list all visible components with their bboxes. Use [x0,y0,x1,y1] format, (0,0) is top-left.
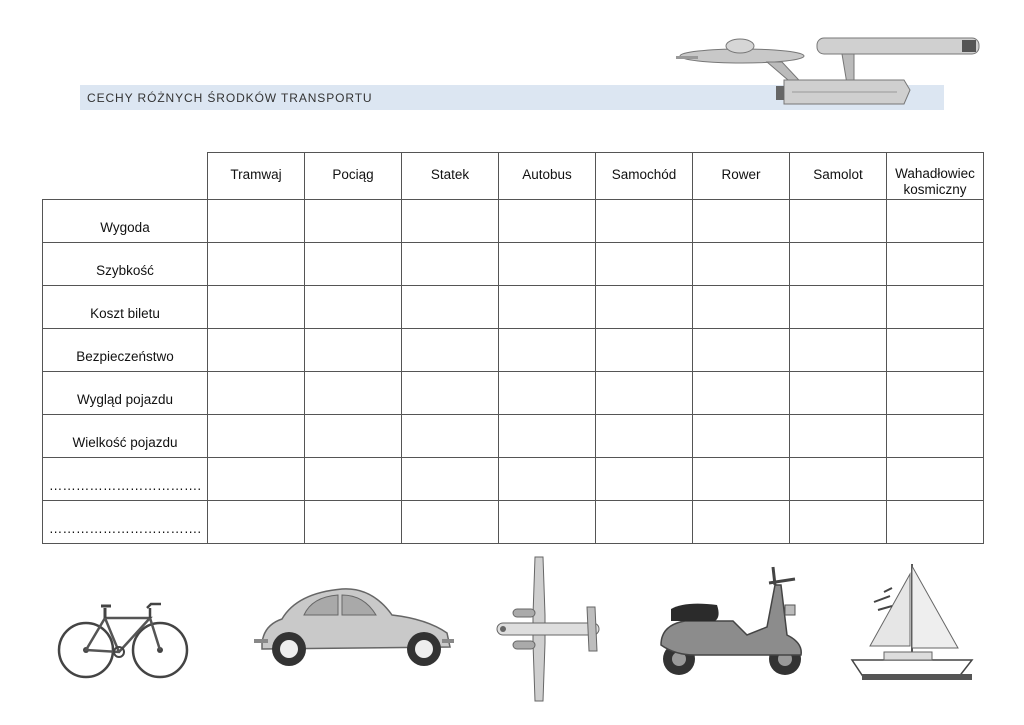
table-cell[interactable] [402,501,499,544]
table-cell[interactable] [790,200,887,243]
table-cell[interactable] [790,458,887,501]
row-label: Wygląd pojazdu [43,372,208,415]
table-cell[interactable] [596,243,693,286]
table-cell[interactable] [693,415,790,458]
table-row [43,329,984,372]
table-cell[interactable] [305,415,402,458]
table-cell[interactable] [402,200,499,243]
row-label: Bezpieczeństwo [43,329,208,372]
spaceship-illustration [672,34,984,114]
table-cell[interactable] [693,372,790,415]
table-cell[interactable] [402,329,499,372]
column-header: Tramwaj [208,153,305,200]
table-cell[interactable] [693,243,790,286]
table-cell[interactable] [402,372,499,415]
table-cell[interactable] [596,372,693,415]
table-cell[interactable] [790,372,887,415]
table-cell[interactable] [693,200,790,243]
bicycle-illustration [55,598,191,680]
table-cell[interactable] [305,372,402,415]
table-cell[interactable] [305,200,402,243]
table-cell[interactable] [305,458,402,501]
table-cell[interactable] [887,415,984,458]
column-header: Samochód [596,153,693,200]
table-cell[interactable] [790,501,887,544]
column-header: Autobus [499,153,596,200]
table-row [43,200,984,243]
table-cell[interactable] [208,501,305,544]
column-header: Rower [693,153,790,200]
row-label: Wygoda [43,200,208,243]
table-cell[interactable] [499,372,596,415]
table-cell[interactable] [208,243,305,286]
table-cell[interactable] [887,200,984,243]
table-cell[interactable] [499,200,596,243]
table-cell[interactable] [693,501,790,544]
table-cell[interactable] [499,243,596,286]
table-cell[interactable] [693,458,790,501]
row-label: Koszt biletu [43,286,208,329]
table-cell[interactable] [499,501,596,544]
column-header: Pociąg [305,153,402,200]
table-row [43,372,984,415]
row-label: Wielkość pojazdu [43,415,208,458]
car-illustration [252,585,457,670]
table-cell[interactable] [499,415,596,458]
table-row [43,501,984,544]
table-cell[interactable] [499,286,596,329]
table-cell[interactable] [790,329,887,372]
table-cell[interactable] [402,286,499,329]
table-cell[interactable] [208,458,305,501]
table-cell[interactable] [305,329,402,372]
table-cell[interactable] [887,501,984,544]
table-cell[interactable] [693,329,790,372]
table-cell[interactable] [208,372,305,415]
column-header: Wahadłowiec kosmiczny [887,153,984,200]
table-cell[interactable] [790,286,887,329]
table-row [43,286,984,329]
row-label-blank[interactable]: ……………………………. [43,501,208,544]
table-row [43,458,984,501]
table-cell[interactable] [887,372,984,415]
table-cell[interactable] [305,243,402,286]
table-cell[interactable] [596,286,693,329]
header-row [43,153,984,200]
table-cell[interactable] [887,243,984,286]
table-cell[interactable] [596,329,693,372]
table-cell[interactable] [887,286,984,329]
table-cell[interactable] [887,458,984,501]
table-cell[interactable] [499,458,596,501]
table-row [43,415,984,458]
column-header: Statek [402,153,499,200]
table-cell[interactable] [596,200,693,243]
table-cell[interactable] [790,415,887,458]
table-cell[interactable] [208,329,305,372]
transport-features-table [42,152,984,544]
table-cell[interactable] [208,286,305,329]
table-cell[interactable] [790,243,887,286]
row-label-blank[interactable]: ……………………………. [43,458,208,501]
table-cell[interactable] [499,329,596,372]
table-cell[interactable] [208,415,305,458]
corner-cell [43,153,208,200]
table-cell[interactable] [887,329,984,372]
table-cell[interactable] [402,243,499,286]
column-header: Samolot [790,153,887,200]
table-cell[interactable] [402,415,499,458]
table-cell[interactable] [596,415,693,458]
table-cell[interactable] [305,286,402,329]
scooter-illustration [655,565,807,680]
table-cell[interactable] [596,501,693,544]
table-cell[interactable] [596,458,693,501]
airplane-illustration [495,555,603,703]
table-cell[interactable] [208,200,305,243]
table-row [43,243,984,286]
row-label: Szybkość [43,243,208,286]
sailboat-illustration [850,562,975,687]
table-cell[interactable] [402,458,499,501]
page-title: CECHY RÓŻNYCH ŚRODKÓW TRANSPORTU [87,90,373,105]
table-cell[interactable] [305,501,402,544]
table-cell[interactable] [693,286,790,329]
